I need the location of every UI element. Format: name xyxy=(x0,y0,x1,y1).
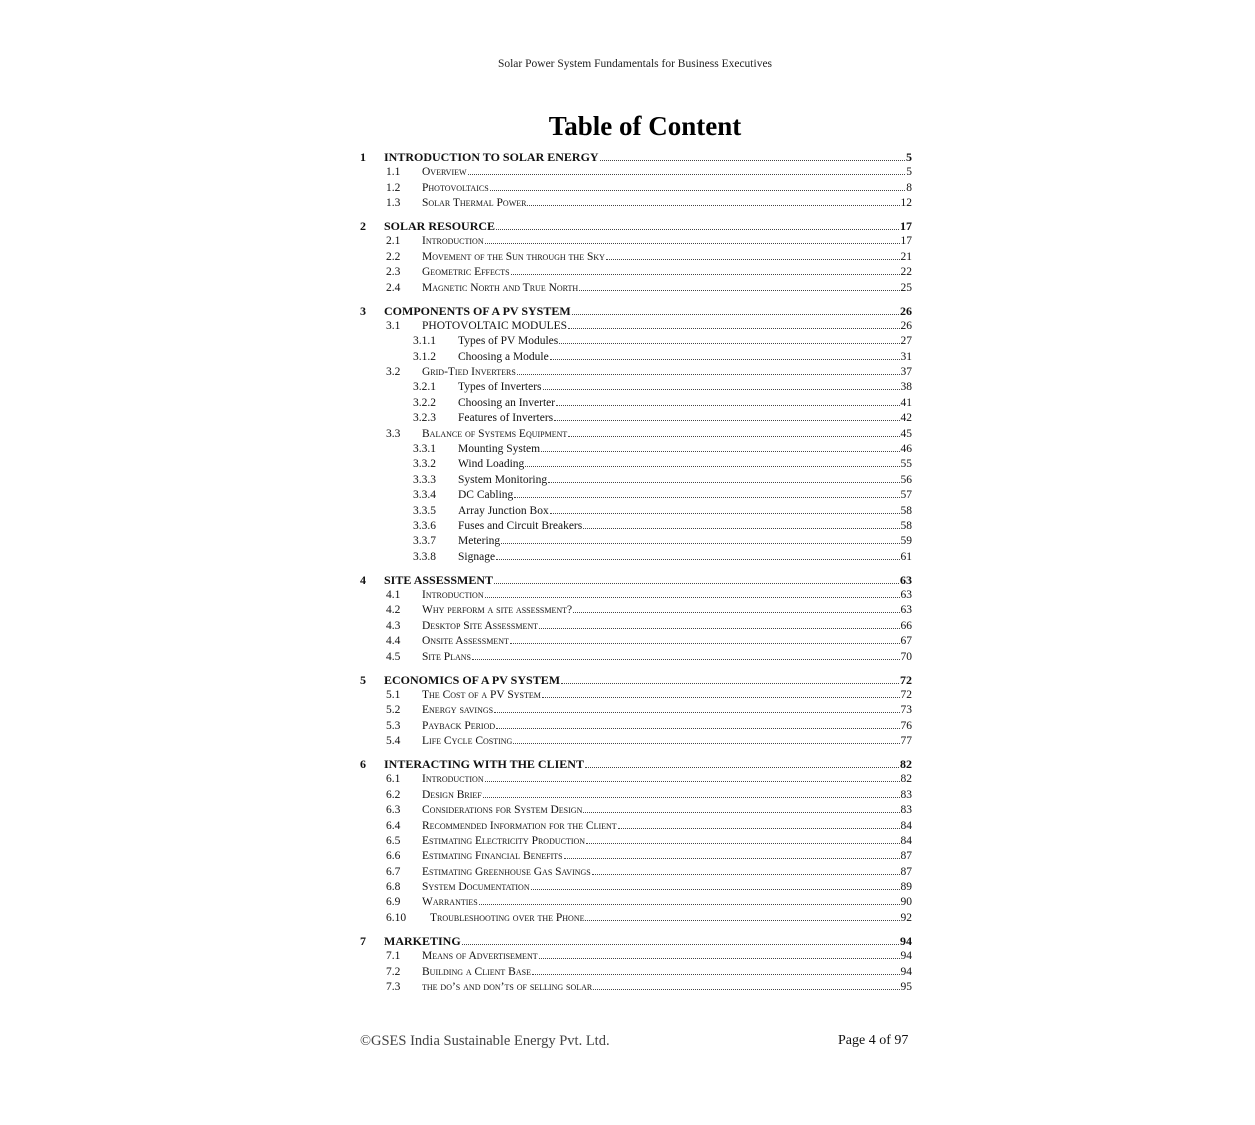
toc-subsection-entry[interactable] xyxy=(357,473,912,488)
toc-entry-page: 46 xyxy=(900,443,912,456)
toc-entry-title: Considerations for System Design xyxy=(422,804,583,817)
toc-entry-page: 45 xyxy=(900,427,912,440)
toc-section-entry[interactable] xyxy=(357,281,912,296)
toc-entry-title: The Cost of a PV System xyxy=(422,688,541,701)
toc-entry-title: Desktop Site Assessment xyxy=(422,619,538,632)
dot-leader xyxy=(472,650,900,660)
toc-entry-page: 5 xyxy=(906,150,912,164)
toc-entry-number: 3.3.6 xyxy=(413,519,436,532)
dot-leader xyxy=(583,519,899,529)
dot-leader xyxy=(554,411,899,421)
toc-section-entry[interactable] xyxy=(357,803,912,818)
toc-subsection-entry[interactable] xyxy=(357,396,912,411)
toc-entry-title: Grid-Tied Inverters xyxy=(422,366,516,379)
toc-entry-title: Introduction xyxy=(422,589,484,602)
toc-entry-page: 41 xyxy=(900,396,912,409)
toc-entry-page: 56 xyxy=(900,473,912,486)
toc-section-entry[interactable] xyxy=(357,250,912,265)
toc-section-entry[interactable] xyxy=(357,234,912,249)
toc-entry-number: 7.2 xyxy=(386,965,401,978)
toc-entry-title: Estimating Greenhouse Gas Savings xyxy=(422,865,591,878)
dot-leader xyxy=(568,319,899,329)
toc-section-entry[interactable] xyxy=(357,865,912,880)
toc-entry-page: 77 xyxy=(900,735,912,748)
toc-entry-number: 5.4 xyxy=(386,735,401,748)
dot-leader xyxy=(579,281,899,291)
toc-entry-number: 3.2 xyxy=(386,366,401,379)
toc-entry-title: Mounting System xyxy=(458,443,541,456)
toc-entry-number: 3.1.1 xyxy=(413,335,436,348)
toc-entry-page: 42 xyxy=(900,412,912,425)
dot-leader xyxy=(572,305,899,315)
toc-entry-title: System Monitoring xyxy=(458,473,548,486)
dot-leader xyxy=(542,688,900,698)
dot-leader xyxy=(527,196,899,206)
toc-entry-title: Types of Inverters xyxy=(458,381,542,394)
toc-section-entry[interactable] xyxy=(357,365,912,380)
toc-entry-number: 3.1 xyxy=(386,319,401,332)
toc-chapter-entry[interactable] xyxy=(357,673,912,688)
toc-section-entry[interactable] xyxy=(357,880,912,895)
toc-section-entry[interactable] xyxy=(357,181,912,196)
toc-entry-title: PHOTOVOLTAIC MODULES xyxy=(422,319,568,332)
toc-entry-number: 5.3 xyxy=(386,719,401,732)
dot-leader xyxy=(513,734,899,744)
toc-entry-title: COMPONENTS OF A PV SYSTEM xyxy=(384,303,571,318)
toc-entry-title: Array Junction Box xyxy=(458,504,549,517)
toc-entry-number: 6.10 xyxy=(386,911,407,924)
toc-section-entry[interactable] xyxy=(357,319,912,334)
toc-entry-page: 26 xyxy=(900,319,912,332)
toc-entry-title: Balance of Systems Equipment xyxy=(422,427,568,440)
toc-section-entry[interactable] xyxy=(357,911,912,926)
toc-entry-title: Features of Inverters xyxy=(458,412,554,425)
toc-entry-number: 1 xyxy=(360,150,366,164)
toc-entry-number: 2.4 xyxy=(386,281,401,294)
toc-entry-page: 94 xyxy=(900,933,912,948)
toc-entry-page: 76 xyxy=(900,719,912,732)
toc-entry-title: Site Plans xyxy=(422,650,471,663)
toc-entry-page: 61 xyxy=(900,550,912,563)
toc-entry-page: 95 xyxy=(900,980,912,993)
toc-entry-number: 6.1 xyxy=(386,773,401,786)
toc-entry-title: Means of Advertisement xyxy=(422,950,538,963)
toc-subsection-entry[interactable] xyxy=(357,380,912,395)
toc-entry-number: 3.3.5 xyxy=(413,504,436,517)
toc-entry-page: 83 xyxy=(900,788,912,801)
toc-entry-number: 6.5 xyxy=(386,834,401,847)
toc-section-entry[interactable] xyxy=(357,965,912,980)
toc-entry-title: MARKETING xyxy=(384,933,461,948)
toc-entry-page: 37 xyxy=(900,366,912,379)
toc-entry-number: 3.3.7 xyxy=(413,535,436,548)
dot-leader xyxy=(483,788,900,798)
toc-entry-number: 4 xyxy=(360,572,366,587)
dot-leader xyxy=(494,574,899,584)
toc-section-entry[interactable] xyxy=(357,819,912,834)
toc-subsection-entry[interactable] xyxy=(357,334,912,349)
dot-leader xyxy=(543,380,900,390)
toc-entry-number: 6.6 xyxy=(386,850,401,863)
toc-entry-number: 3.3.3 xyxy=(413,473,436,486)
toc-entry-number: 3.3.4 xyxy=(413,489,436,502)
toc-entry-page: 84 xyxy=(900,834,912,847)
toc-entry-number: 4.5 xyxy=(386,650,401,663)
toc-entry-number: 5.1 xyxy=(386,688,401,701)
toc-section-entry[interactable] xyxy=(357,788,912,803)
dot-leader xyxy=(573,603,899,613)
toc-entry-page: 59 xyxy=(900,535,912,548)
toc-entry-page: 84 xyxy=(900,819,912,832)
toc-entry-page: 67 xyxy=(900,635,912,648)
toc-entry-number: 7 xyxy=(360,933,366,948)
dot-leader xyxy=(525,457,899,467)
dot-leader xyxy=(494,703,899,713)
toc-entry-page: 12 xyxy=(900,197,912,210)
dot-leader xyxy=(490,181,906,191)
toc-entry-number: 3 xyxy=(360,303,366,318)
dot-leader xyxy=(585,758,899,768)
dot-leader xyxy=(556,396,899,406)
toc-entry-title: Life Cycle Costing xyxy=(422,735,513,748)
toc-entry-number: 2 xyxy=(360,219,366,234)
toc-entry-title: Geometric Effects xyxy=(422,266,510,279)
toc-entry-title: Design Brief xyxy=(422,788,482,801)
toc-entry-title: Overview xyxy=(422,166,467,179)
footer-page-number: Page 4 of 97 xyxy=(838,1033,909,1048)
toc-entry-number: 6.8 xyxy=(386,881,401,894)
toc-entry-title: Fuses and Circuit Breakers xyxy=(458,519,583,532)
dot-leader xyxy=(485,772,900,782)
toc-entry-title: Choosing an Inverter xyxy=(458,396,556,409)
toc-entry-title: Metering xyxy=(458,535,501,548)
toc-entry-title: Onsite Assessment xyxy=(422,635,509,648)
dot-leader xyxy=(564,849,900,859)
toc-section-entry[interactable] xyxy=(357,588,912,603)
dot-leader xyxy=(550,350,900,360)
dot-leader xyxy=(496,719,899,729)
footer-copyright: ©GSES India Sustainable Energy Pvt. Ltd. xyxy=(360,1033,610,1049)
toc-section-entry[interactable] xyxy=(357,949,912,964)
toc-entry-number: 3.1.2 xyxy=(413,350,436,363)
toc-entry-title: Photovoltaics xyxy=(422,181,489,194)
dot-leader xyxy=(485,588,900,598)
dot-leader xyxy=(592,865,900,875)
toc-section-entry[interactable] xyxy=(357,196,912,211)
running-header: Solar Power System Fundamentals for Business Executives xyxy=(497,58,773,70)
dot-leader xyxy=(531,880,900,890)
toc-entry-number: 6.9 xyxy=(386,896,401,909)
toc-section-entry[interactable] xyxy=(357,650,912,665)
dot-leader xyxy=(514,488,899,498)
toc-entry-title: Solar Thermal Power xyxy=(422,197,527,210)
toc-entry-number: 3.2.2 xyxy=(413,396,436,409)
dot-leader xyxy=(618,819,900,829)
dot-leader xyxy=(496,220,899,230)
toc-entry-number: 3.3.1 xyxy=(413,443,436,456)
toc-entry-page: 92 xyxy=(900,911,912,924)
toc-entry-title: Estimating Electricity Production xyxy=(422,834,586,847)
toc-entry-title: SITE ASSESSMENT xyxy=(384,572,494,587)
toc-entry-number: 6.2 xyxy=(386,788,401,801)
toc-entry-title: Types of PV Modules xyxy=(458,335,559,348)
toc-entry-number: 2.1 xyxy=(386,235,401,248)
toc-section-entry[interactable] xyxy=(357,427,912,442)
toc-chapter-entry[interactable] xyxy=(357,757,912,772)
toc-entry-page: 58 xyxy=(900,504,912,517)
toc-section-entry[interactable] xyxy=(357,619,912,634)
dot-leader xyxy=(585,911,899,921)
toc-entry-page: 63 xyxy=(900,589,912,602)
toc-entry-title: Signage xyxy=(458,550,496,563)
toc-entry-title: Troubleshooting over the Phone xyxy=(430,911,585,924)
toc-entry-number: 4.4 xyxy=(386,635,401,648)
toc-entry-page: 38 xyxy=(900,381,912,394)
toc-entry-title: Why perform a site assessment? xyxy=(422,604,573,617)
dot-leader xyxy=(496,550,899,560)
dot-leader xyxy=(485,234,900,244)
toc-entry-number: 3.3.2 xyxy=(413,458,436,471)
toc-entry-title: SOLAR RESOURCE xyxy=(384,219,496,234)
toc-entry-number: 3.3 xyxy=(386,427,401,440)
toc-entry-title: ECONOMICS OF A PV SYSTEM xyxy=(384,672,561,687)
toc-chapter-entry[interactable] xyxy=(357,304,912,319)
toc-section-entry[interactable] xyxy=(357,603,912,618)
toc-entry-number: 7.1 xyxy=(386,950,401,963)
dot-leader xyxy=(539,949,900,959)
toc-entry-title: Wind Loading xyxy=(458,458,525,471)
toc-entry-page: 58 xyxy=(900,519,912,532)
toc-entry-page: 94 xyxy=(900,965,912,978)
toc-chapter-entry[interactable] xyxy=(357,150,912,165)
dot-leader xyxy=(548,473,899,483)
toc-section-entry[interactable] xyxy=(357,849,912,864)
toc-entry-number: 7.3 xyxy=(386,980,401,993)
toc-entry-number: 3.3.8 xyxy=(413,550,436,563)
toc-entry-title: Introduction xyxy=(422,773,484,786)
toc-entry-title: Magnetic North and True North xyxy=(422,281,579,294)
toc-entry-page: 89 xyxy=(900,881,912,894)
toc-entry-number: 1.3 xyxy=(386,197,401,210)
toc-section-entry[interactable] xyxy=(357,265,912,280)
toc-subsection-entry[interactable] xyxy=(357,411,912,426)
toc-entry-page: 82 xyxy=(900,773,912,786)
toc-entry-number: 5.2 xyxy=(386,704,401,717)
toc-entry-title: Energy savings xyxy=(422,704,494,717)
dot-leader xyxy=(593,980,899,990)
dot-leader xyxy=(511,265,900,275)
toc-entry-number: 6.4 xyxy=(386,819,401,832)
toc-entry-page: 57 xyxy=(900,489,912,502)
toc-chapter-entry[interactable] xyxy=(357,934,912,949)
toc-entry-number: 2.2 xyxy=(386,250,401,263)
toc-entry-number: 3.2.1 xyxy=(413,381,436,394)
dot-leader xyxy=(583,803,899,813)
toc-entry-page: 17 xyxy=(900,235,912,248)
toc-entry-page: 8 xyxy=(906,181,912,194)
dot-leader xyxy=(517,365,900,375)
toc-entry-page: 90 xyxy=(900,896,912,909)
dot-leader xyxy=(541,442,899,452)
toc-entry-number: 4.1 xyxy=(386,589,401,602)
toc-entry-title: the do’s and don’ts of selling solar xyxy=(422,980,593,993)
table-of-contents xyxy=(357,150,912,995)
toc-entry-page: 87 xyxy=(900,850,912,863)
toc-entry-page: 21 xyxy=(900,250,912,263)
toc-entry-page: 27 xyxy=(900,335,912,348)
toc-entry-page: 63 xyxy=(900,572,912,587)
toc-entry-title: Recommended Information for the Client xyxy=(422,819,617,832)
dot-leader xyxy=(501,534,899,544)
toc-entry-page: 63 xyxy=(900,604,912,617)
dot-leader xyxy=(600,151,905,161)
toc-entry-number: 5 xyxy=(360,672,366,687)
toc-entry-title: Choosing a Module xyxy=(458,350,549,363)
dot-leader xyxy=(539,619,900,629)
toc-section-entry[interactable] xyxy=(357,895,912,910)
toc-entry-title: INTRODUCTION TO SOLAR ENERGY xyxy=(384,150,599,164)
dot-leader xyxy=(468,165,906,175)
toc-section-entry[interactable] xyxy=(357,980,912,995)
toc-chapter-entry[interactable] xyxy=(357,219,912,234)
toc-entry-page: 5 xyxy=(906,166,912,179)
dot-leader xyxy=(561,674,899,684)
toc-entry-page: 26 xyxy=(900,303,912,318)
toc-section-entry[interactable] xyxy=(357,834,912,849)
toc-entry-page: 70 xyxy=(900,650,912,663)
toc-subsection-entry[interactable] xyxy=(357,550,912,565)
toc-entry-title: Movement of the Sun through the Sky xyxy=(422,250,605,263)
toc-entry-title: INTERACTING WITH THE CLIENT xyxy=(384,756,584,771)
toc-entry-page: 87 xyxy=(900,865,912,878)
toc-section-entry[interactable] xyxy=(357,688,912,703)
toc-entry-title: Warranties xyxy=(422,896,478,909)
toc-entry-number: 2.3 xyxy=(386,266,401,279)
toc-chapter-entry[interactable] xyxy=(357,573,912,588)
toc-subsection-entry[interactable] xyxy=(357,488,912,503)
toc-entry-number: 1.2 xyxy=(386,181,401,194)
toc-entry-title: Estimating Financial Benefits xyxy=(422,850,563,863)
toc-entry-number: 3.2.3 xyxy=(413,412,436,425)
dot-leader xyxy=(479,895,900,905)
toc-subsection-entry[interactable] xyxy=(357,519,912,534)
toc-section-entry[interactable] xyxy=(357,703,912,718)
dot-leader xyxy=(510,634,900,644)
toc-entry-page: 25 xyxy=(900,281,912,294)
toc-entry-page: 66 xyxy=(900,619,912,632)
dot-leader xyxy=(586,834,899,844)
toc-subsection-entry[interactable] xyxy=(357,457,912,472)
dot-leader xyxy=(532,965,900,975)
toc-entry-page: 73 xyxy=(900,704,912,717)
toc-section-entry[interactable] xyxy=(357,772,912,787)
toc-section-entry[interactable] xyxy=(357,165,912,180)
toc-entry-title: DC Cabling xyxy=(458,489,514,502)
toc-entry-title: Payback Period xyxy=(422,719,496,732)
toc-entry-title: Introduction xyxy=(422,235,484,248)
page-title: Table of Content xyxy=(548,111,742,141)
dot-leader xyxy=(568,427,899,437)
toc-entry-page: 72 xyxy=(900,672,912,687)
toc-entry-number: 4.2 xyxy=(386,604,401,617)
toc-entry-page: 17 xyxy=(900,219,912,234)
toc-entry-page: 55 xyxy=(900,458,912,471)
toc-section-entry[interactable] xyxy=(357,719,912,734)
toc-section-entry[interactable] xyxy=(357,634,912,649)
dot-leader xyxy=(462,935,899,945)
toc-section-entry[interactable] xyxy=(357,734,912,749)
toc-entry-page: 31 xyxy=(900,350,912,363)
toc-entry-page: 22 xyxy=(900,266,912,279)
toc-subsection-entry[interactable] xyxy=(357,504,912,519)
toc-entry-page: 94 xyxy=(900,950,912,963)
dot-leader xyxy=(606,250,900,260)
toc-entry-page: 72 xyxy=(900,688,912,701)
toc-entry-title: System Documentation xyxy=(422,881,530,894)
toc-entry-page: 83 xyxy=(900,804,912,817)
toc-entry-number: 6.3 xyxy=(386,804,401,817)
toc-entry-number: 4.3 xyxy=(386,619,401,632)
toc-entry-number: 1.1 xyxy=(386,166,401,179)
dot-leader xyxy=(550,504,900,514)
toc-subsection-entry[interactable] xyxy=(357,350,912,365)
toc-entry-page: 82 xyxy=(900,756,912,771)
toc-entry-number: 6.7 xyxy=(386,865,401,878)
toc-entry-title: Building a Client Base xyxy=(422,965,531,978)
toc-subsection-entry[interactable] xyxy=(357,442,912,457)
toc-entry-number: 6 xyxy=(360,756,366,771)
dot-leader xyxy=(559,334,899,344)
toc-subsection-entry[interactable] xyxy=(357,534,912,549)
